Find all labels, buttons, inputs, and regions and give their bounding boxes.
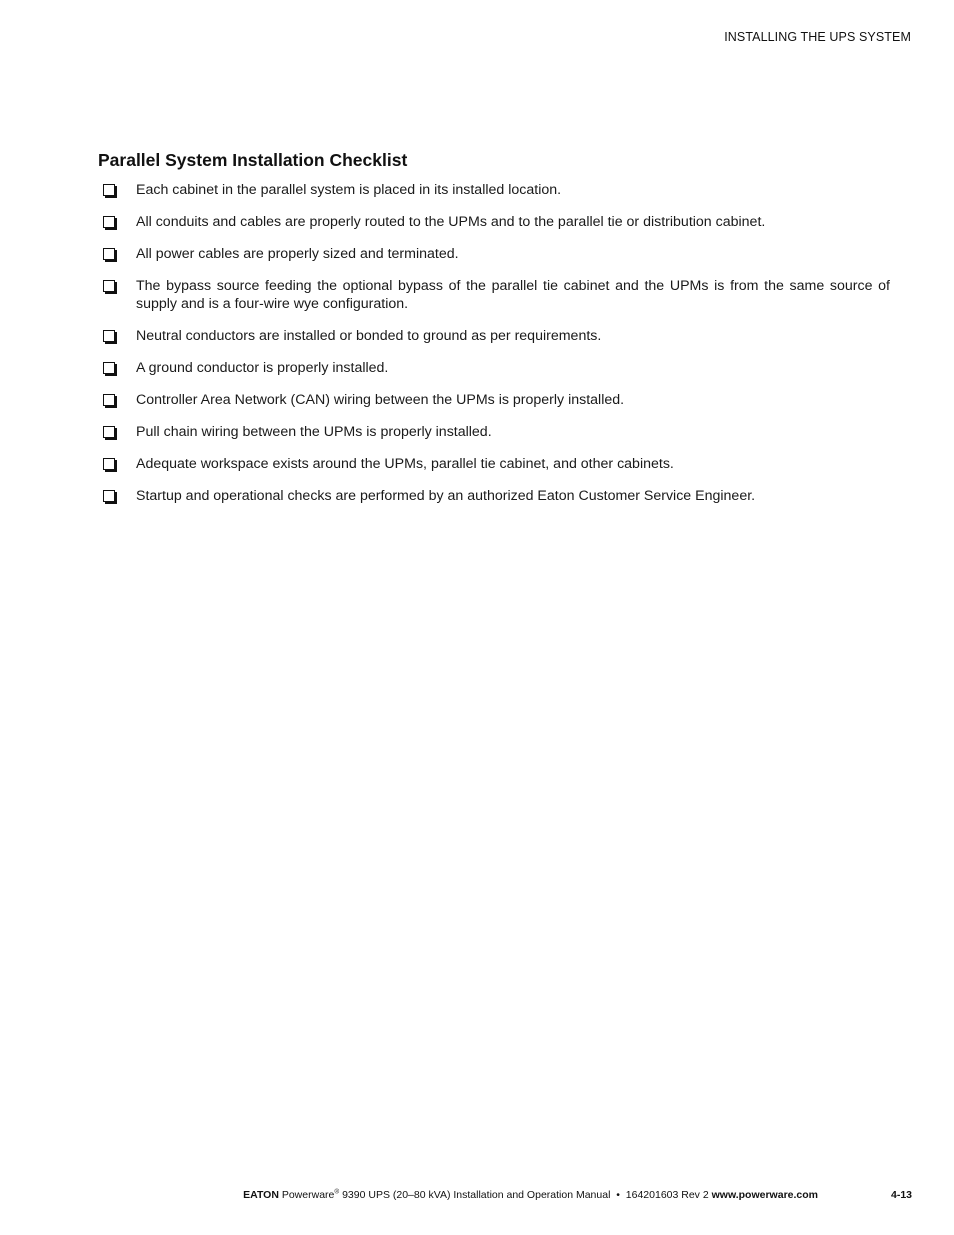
checklist-item <box>98 245 890 263</box>
registered-mark: ® <box>334 1188 340 1196</box>
checklist-item <box>98 455 890 473</box>
installation-checklist <box>98 181 890 519</box>
checkbox-icon[interactable] <box>103 248 115 260</box>
checklist-item-text: Each cabinet in the parallel system is placed in its installed location. <box>136 182 562 198</box>
checkbox-icon[interactable] <box>103 458 115 470</box>
checklist-item-text: A ground conductor is properly installed. <box>136 360 389 376</box>
checkbox-icon[interactable] <box>103 184 115 196</box>
section-title: Parallel System Installation Checklist <box>98 150 408 170</box>
checklist-item <box>98 327 890 345</box>
checklist-item-text: All power cables are properly sized and terminated. <box>136 246 459 262</box>
checklist-item-text: Controller Area Network (CAN) wiring between the UPMs is properly installed. <box>136 392 625 408</box>
checklist-item-text: Adequate workspace exists around the UPMs, parallel tie cabinet, and other cabinets. <box>136 456 674 472</box>
checklist-item <box>98 359 890 377</box>
running-header: INSTALLING THE UPS SYSTEM <box>724 30 911 44</box>
checklist-item <box>98 213 890 231</box>
checkbox-icon[interactable] <box>103 280 115 292</box>
checklist-item-text: Pull chain wiring between the UPMs is properly installed. <box>136 424 492 440</box>
page-number: 4-13 <box>890 1189 912 1201</box>
checkbox-icon[interactable] <box>103 426 115 438</box>
checklist-item <box>98 391 890 409</box>
checklist-item-text: Neutral conductors are installed or bonded to ground as per requirements. <box>136 328 602 344</box>
footer-doc-number: 164201603 Rev 2 <box>625 1189 709 1201</box>
checklist-item <box>98 181 890 199</box>
checklist-item <box>98 423 890 441</box>
checkbox-icon[interactable] <box>103 490 115 502</box>
footer-citation <box>243 1189 818 1201</box>
checkbox-icon[interactable] <box>103 216 115 228</box>
checklist-item <box>98 277 890 313</box>
footer-bullet: • <box>616 1189 620 1201</box>
checkbox-icon[interactable] <box>103 394 115 406</box>
checklist-item-text: Startup and operational checks are performed by an authorized Eaton Customer Service Engineer. <box>136 488 756 504</box>
footer-url[interactable]: www.powerware.com <box>711 1189 818 1201</box>
checklist-item-text: All conduits and cables are properly routed to the UPMs and to the parallel tie or distribution cabinet. <box>136 214 766 230</box>
footer-brand: EATON <box>243 1189 279 1201</box>
checklist-item-text: The bypass source feeding the optional bypass of the parallel tie cabinet and the UPMs is from the same source of supply and is a four-wire wye configuration. <box>136 278 890 312</box>
footer-product: Powerware <box>281 1189 335 1201</box>
checkbox-icon[interactable] <box>103 330 115 342</box>
checklist-item <box>98 487 890 505</box>
checkbox-icon[interactable] <box>103 362 115 374</box>
footer-manual-title: 9390 UPS (20–80 kVA) Installation and Operation Manual <box>342 1189 611 1201</box>
